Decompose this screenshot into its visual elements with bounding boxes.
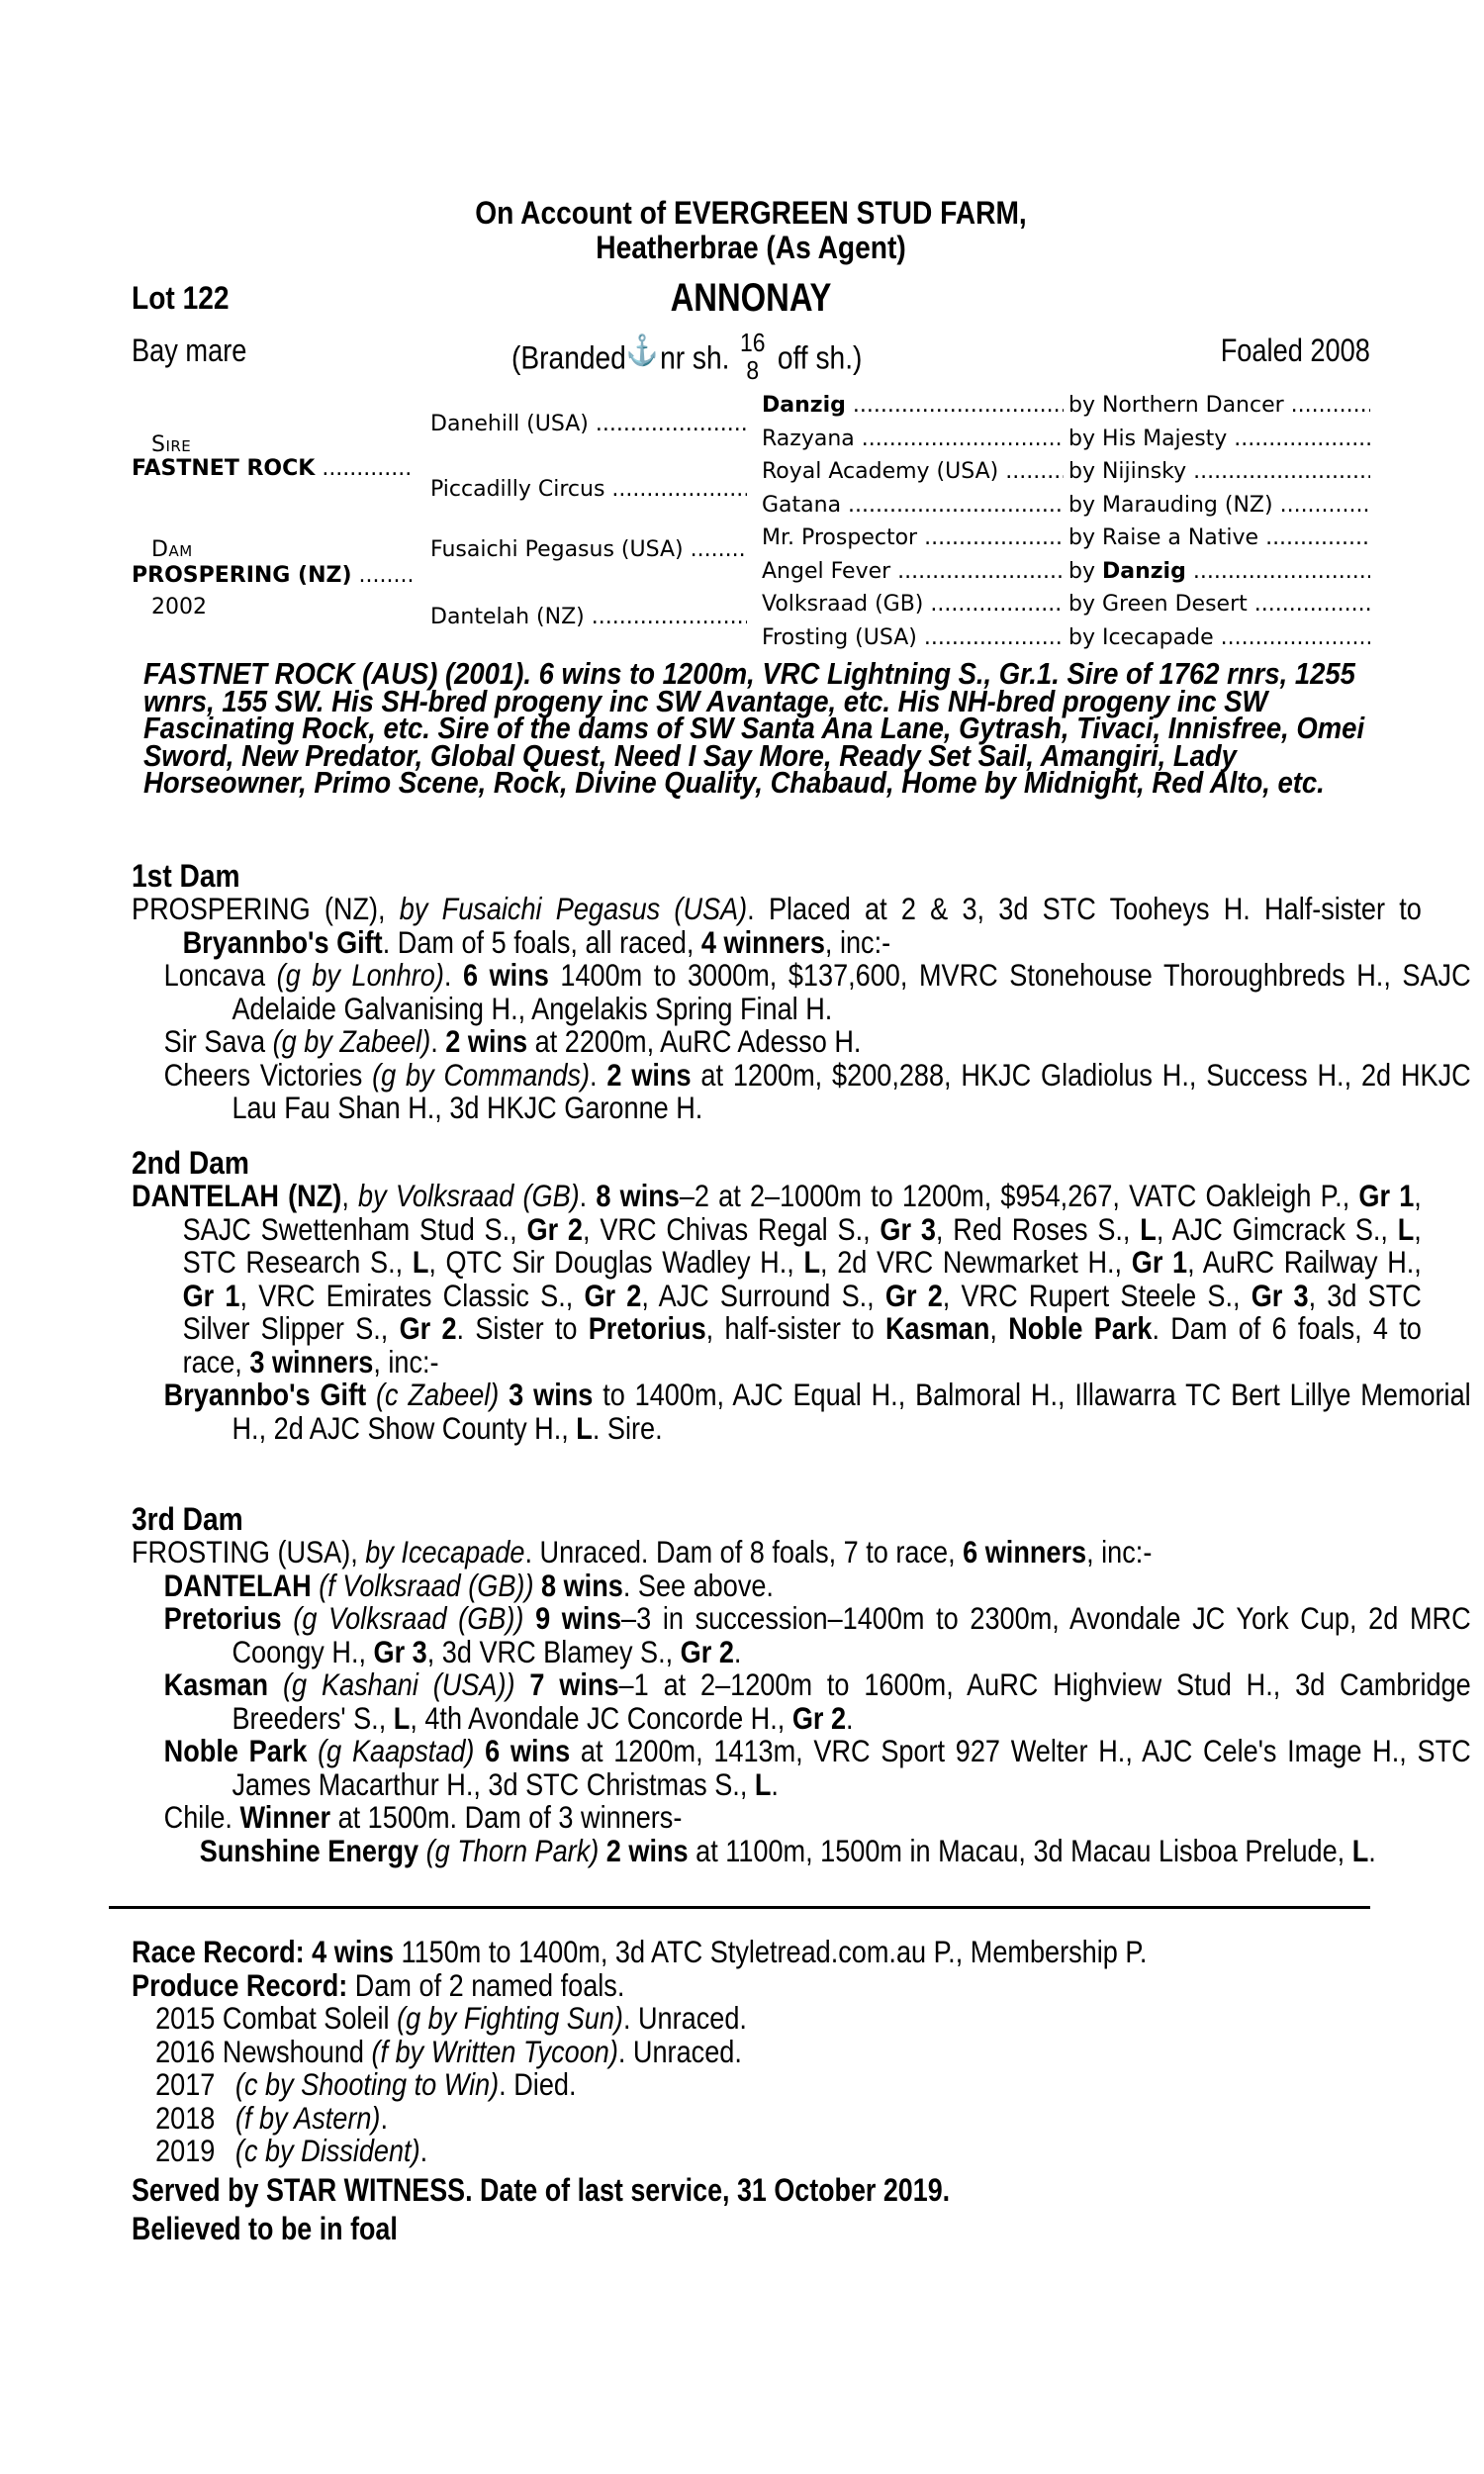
- bold-segment: L: [754, 1765, 772, 1802]
- foaled-year: Foaled 2008: [1220, 333, 1370, 368]
- foal-note: . Unraced.: [622, 2000, 747, 2036]
- pedigree-great-grandparent-sire: by Raise a Native .....: [1068, 525, 1370, 550]
- text-segment: –2 at 2–1000m to 1200m, $954,267, VATC Oakleigh P.,: [679, 1178, 1359, 1213]
- sire-summary: FASTNET ROCK (AUS) (2001). 6 wins to 1200m, VRC Lightning S., Gr.1. Sire of 1762 rnrs, 1255 wnrs, 155 SW. His SH-bred progeny inc SW Avantage, etc. His NH-bred progeny inc SW Fascinating Rock, etc. Sire of the dams of SW Santa Ana Lane, Gytrash, Tivaci, Innisfree, Omei Sword, New Predator, Global Quest, Need I Say More, Ready Set Sail, Amangiri, Lady Horseowner, Primo Scene, Rock, Divine Quality, Chabaud, Home by Midnight, Red Alto, etc.: [143, 657, 1365, 800]
- pedigree-great-grandparent-sire: by Northern Dancer .....: [1068, 393, 1370, 418]
- foal-detail: (f by Astern): [234, 2099, 381, 2136]
- section-divider: [109, 1906, 1370, 1909]
- text-segment: , VRC Chivas Regal S.,: [582, 1210, 881, 1247]
- progeny-wins: 2 wins: [606, 1056, 692, 1093]
- bold-segment: Gr 3: [880, 1210, 936, 1247]
- foal-year: 2017: [155, 2066, 216, 2102]
- brand-prefix: (Branded: [511, 339, 626, 376]
- progeny-listed: L: [576, 1409, 593, 1446]
- bold-segment: Gr 2: [680, 1633, 734, 1669]
- text-segment: , QTC Sir Douglas Wadley H.,: [428, 1244, 804, 1280]
- foal-entry: [132, 2135, 1394, 2168]
- dam-label: Dam: [151, 537, 193, 562]
- bold-segment: Gr 2: [584, 1277, 642, 1313]
- brand-fraction-top: 16: [740, 328, 766, 357]
- foal-year: 2018: [155, 2099, 216, 2136]
- text-segment: , Red Roses S.,: [935, 1210, 1141, 1247]
- progeny-detail: (c Zabeel): [376, 1377, 500, 1412]
- foal-detail: (c by Dissident): [234, 2133, 420, 2168]
- progeny-name: Loncava: [163, 957, 266, 993]
- progeny-wins: 7 wins: [529, 1666, 619, 1702]
- progeny-name: Cheers Victories: [163, 1056, 363, 1093]
- third-dam-heading: 3rd Dam: [132, 1501, 243, 1537]
- pedigree-great-grandparent: Angel Fever .....: [762, 559, 1064, 584]
- anchor-icon: ⚓: [625, 334, 659, 368]
- pedigree-great-grandparent: Danzig .....: [762, 393, 1064, 418]
- foal-year: 2019: [155, 2133, 216, 2168]
- progeny-detail: (g Kaapstad): [318, 1733, 475, 1768]
- pedigree-table: [132, 391, 1370, 658]
- horse-name: ANNONAY: [670, 276, 832, 320]
- bold-segment: Gr 1: [182, 1277, 240, 1313]
- progeny-name: Pretorius: [163, 1600, 282, 1636]
- sire-name: FASTNET ROCK .....: [132, 456, 414, 481]
- third-dam-section: [132, 1501, 1471, 1868]
- brand-fraction-bottom: 8: [746, 355, 760, 385]
- progeny-name: Noble Park: [163, 1733, 308, 1768]
- text-segment: , 4th Avondale JC Concorde H.,: [410, 1699, 792, 1736]
- progeny-detail: (g Volksraad (GB)): [293, 1600, 524, 1636]
- bold-segment: L: [1397, 1210, 1415, 1247]
- chile-note: Chile. Winner at 1500m. Dam of 3 winners-: [163, 1799, 683, 1835]
- bold-segment: Pretorius: [588, 1310, 706, 1346]
- progeny-detail: (g by Lonhro): [276, 957, 444, 993]
- bold-segment: Gr 2: [791, 1699, 847, 1736]
- foal-note: .: [380, 2099, 388, 2136]
- text-segment: , inc:-: [373, 1343, 439, 1380]
- foal-note: .: [419, 2133, 428, 2168]
- foal-year: 2016: [155, 2033, 216, 2069]
- progeny-text: to 1400m, AJC Equal H., Balmoral H., Illawarra TC Bert Lillye Memorial H., 2d AJC Show County H.,: [232, 1377, 1471, 1446]
- pedigree-great-grandparent: Razyana .....: [762, 427, 1064, 451]
- text-segment: , SAJC Swettenham Stud S.,: [182, 1178, 1422, 1247]
- foal-detail: (g by Fighting Sun): [397, 2000, 623, 2036]
- first-dam-heading: 1st Dam: [132, 858, 240, 894]
- pedigree-great-grandparent-sire: by His Majesty .....: [1068, 427, 1370, 451]
- text-segment: , 3d VRC Blamey S.,: [426, 1633, 681, 1669]
- second-dam-section: [132, 1145, 1471, 1446]
- progeny-entry: Loncava (g by Lonhro). 6 wins 1400m to 3000m, $137,600, MVRC Stonehouse Thoroughbreds H., SAJC Adelaide Galvanising H., Angelakis Spring Final H.: [163, 957, 1471, 1026]
- text-segment: . Dam of 6 foals, 4 to race,: [182, 1310, 1422, 1380]
- bold-segment: Gr 1: [1358, 1178, 1415, 1213]
- pedigree-great-grandparent: Royal Academy (USA) .....: [762, 459, 1064, 484]
- produce-record: Produce Record: Dam of 2 named foals.: [132, 1966, 625, 2003]
- text-segment: –3 in succession–1400m to 2300m, Avondale JC York Cup, 2d MRC Coongy H.,: [232, 1600, 1471, 1669]
- pedigree-grandparent: Fusaichi Pegasus (USA) .....: [430, 537, 747, 562]
- progeny-wins: 6 wins: [485, 1733, 571, 1768]
- bold-segment: L: [803, 1244, 821, 1280]
- text-segment: . See above.: [622, 1567, 774, 1603]
- description-row: [132, 327, 1370, 386]
- pedigree-grandparent: Danehill (USA) .....: [430, 412, 747, 436]
- second-dam-paragraph: DANTELAH (NZ), by Volksraad (GB). 8 wins–2 at 2–1000m to 1200m, $954,267, VATC Oakleigh P., Gr 1, SAJC Swettenham Stud S., Gr 2, VRC Chivas Regal S., Gr 3, Red Roses S., L, AJC Gimcrack S., L, STC Research S., L, QTC Sir Douglas Wadley H., L, 2d VRC Newmarket H., Gr 1, AuRC Railway H., Gr 1, VRC Emirates Classic S., Gr 2, AJC Surround S., Gr 2, VRC Rupert Steele S., Gr 3, 3d STC Silver Slipper S., Gr 2. Sister to Pretorius, half-sister to Kasman, Noble Park. Dam of 6 foals, 4 to race, 3 winners, inc:-: [132, 1178, 1422, 1380]
- dam-year: 2002: [151, 595, 207, 619]
- pedigree-great-grandparent-sire: by Danzig .....: [1068, 559, 1370, 584]
- pedigree-great-grandparent-sire: by Nijinsky .....: [1068, 459, 1370, 484]
- text-segment: . Sister to: [456, 1310, 589, 1346]
- first-dam-section: [132, 858, 1471, 1125]
- progeny-entry: Sir Sava (g by Zabeel). 2 wins at 2200m, AuRC Adesso H.: [163, 1023, 862, 1059]
- bold-segment: Gr 3: [1251, 1277, 1309, 1313]
- brand-off: off sh.): [777, 339, 863, 376]
- pedigree-great-grandparent-sire: by Marauding (NZ) .....: [1068, 493, 1370, 518]
- progeny-wins: 6 wins: [462, 957, 549, 993]
- bold-segment: L: [412, 1244, 429, 1280]
- race-record: Race Record: 4 wins 1150m to 1400m, 3d ATC Styletread.com.au P., Membership P.: [132, 1934, 1148, 1969]
- bold-segment: Gr 2: [884, 1277, 943, 1313]
- progeny-name: Sir Sava: [163, 1023, 266, 1059]
- progeny-entry: [132, 1567, 1471, 1603]
- progeny-entry: Cheers Victories (g by Commands). 2 wins at 1200m, $200,288, HKJC Gladiolus H., Success H., 2d HKJC Lau Fau Shan H., 3d HKJC Garonne H.: [163, 1056, 1471, 1125]
- text-segment: , 2d VRC Newmarket H.,: [820, 1244, 1132, 1280]
- foal-entry: [132, 2099, 1394, 2136]
- foal-name: Newshound: [222, 2033, 364, 2069]
- text-segment: ,: [989, 1310, 1009, 1346]
- text-segment: –1 at 2–1200m to 1600m, AuRC Highview Stud H., 3d Cambridge Breeders' S.,: [232, 1666, 1471, 1736]
- pedigree-great-grandparent: Frosting (USA) .....: [762, 625, 1064, 650]
- text-segment: .: [846, 1699, 854, 1736]
- progeny-name: Kasman: [163, 1666, 269, 1702]
- vendor-line-1: On Account of EVERGREEN STUD FARM,: [475, 195, 1027, 231]
- progeny-text: at 1200m, $200,288, HKJC Gladiolus H., Success H., 2d HKJC Lau Fau Shan H., 3d HKJC Garonne H.: [232, 1056, 1471, 1125]
- text-segment: , 3d STC Silver Slipper S.,: [182, 1277, 1422, 1346]
- dam-name: PROSPERING (NZ) .....: [132, 563, 414, 588]
- text-segment: , half-sister to: [705, 1310, 885, 1346]
- pedigree-great-grandparent: Gatana .....: [762, 493, 1064, 518]
- sire-label: Sire: [151, 432, 192, 457]
- progeny-name: Bryannbo's Gift: [163, 1377, 367, 1412]
- progeny-entry: [132, 1735, 1471, 1801]
- progeny-text: at 2200m, AuRC Adesso H.: [527, 1023, 862, 1059]
- text-segment: .: [733, 1633, 742, 1669]
- bold-segment: Noble Park: [1008, 1310, 1153, 1346]
- progeny-wins: 3 wins: [509, 1377, 594, 1412]
- progeny-detail: (g by Commands): [372, 1056, 591, 1093]
- foal-detail: (c by Shooting to Win): [234, 2066, 500, 2102]
- bold-segment: Gr 2: [526, 1210, 583, 1247]
- third-dam-paragraph: FROSTING (USA), by Icecapade. Unraced. Dam of 8 foals, 7 to race, 6 winners, inc:-: [132, 1534, 1153, 1570]
- bold-segment: Kasman: [884, 1310, 990, 1346]
- progeny-wins: 2 wins: [445, 1023, 528, 1059]
- pedigree-great-grandparent-sire: by Icecapade .....: [1068, 625, 1370, 650]
- pedigree-great-grandparent: Mr. Prospector .....: [762, 525, 1064, 550]
- pedigree-great-grandparent-sire: by Green Desert .....: [1068, 592, 1370, 617]
- text-segment: .: [771, 1765, 779, 1802]
- brand-fraction: [740, 329, 765, 384]
- bold-segment: L: [1140, 1210, 1157, 1247]
- text-segment: , AJC Surround S.,: [641, 1277, 885, 1313]
- foal-entry: [132, 2033, 1394, 2069]
- pedigree-grandparent: Piccadilly Circus .....: [430, 477, 747, 502]
- service-note: Served by STAR WITNESS. Date of last service, 31 October 2019.: [132, 2171, 951, 2208]
- text-segment: , VRC Emirates Classic S.,: [239, 1277, 585, 1313]
- progeny-detail: (g Kashani (USA)): [282, 1666, 515, 1702]
- bold-segment: 3 winners: [249, 1343, 374, 1380]
- bold-segment: Gr 1: [1131, 1244, 1188, 1280]
- bold-segment: L: [393, 1699, 411, 1736]
- text-segment: , STC Research S.,: [182, 1210, 1422, 1280]
- sex-colour: Bay mare: [132, 333, 247, 368]
- text-segment: , AJC Gimcrack S.,: [1156, 1210, 1398, 1247]
- progeny-name: DANTELAH: [163, 1567, 312, 1603]
- progeny-text: 1400m to 3000m, $137,600, MVRC Stonehouse Thoroughbreds H., SAJC Adelaide Galvanising H., Angelakis Spring Final H.: [232, 957, 1471, 1026]
- progeny-detail: (f Volksraad (GB)): [319, 1567, 534, 1603]
- progeny-entry: [132, 1379, 1471, 1445]
- progeny-detail: (g by Zabeel): [272, 1023, 431, 1059]
- progeny-wins: 9 wins: [535, 1600, 622, 1636]
- progeny-tail: . Sire.: [592, 1409, 663, 1446]
- progeny-wins: 8 wins: [541, 1567, 623, 1603]
- pedigree-grandparent: Dantelah (NZ) .....: [430, 605, 747, 629]
- foal-entry: [132, 2068, 1394, 2102]
- foal-note: . Died.: [499, 2066, 577, 2102]
- progeny-entry: Sunshine Energy (g Thorn Park) 2 wins at 1100m, 1500m in Macau, 3d Macau Lisboa Prelude, L.: [199, 1832, 1376, 1868]
- foal-detail: (f by Written Tycoon): [371, 2033, 618, 2069]
- brand-description: [511, 328, 863, 388]
- bold-segment: Gr 2: [399, 1310, 457, 1346]
- progeny-entry: [132, 1668, 1471, 1735]
- first-dam-paragraph: PROSPERING (NZ), by Fusaichi Pegasus (USA). Placed at 2 & 3, 3d STC Tooheys H. Half-sister to Bryannbo's Gift. Dam of 5 foals, all raced, 4 winners, inc:-: [132, 891, 1422, 960]
- second-dam-heading: 2nd Dam: [132, 1145, 249, 1181]
- foal-name: Combat Soleil: [222, 2000, 390, 2036]
- progeny-entry: [132, 1602, 1471, 1668]
- text-segment: at 1200m, 1413m, VRC Sport 927 Welter H., AJC Cele's Image H., STC James Macarthur H., 3d STC Christmas S.,: [232, 1733, 1471, 1802]
- text-segment: , VRC Rupert Steele S.,: [942, 1277, 1252, 1313]
- text-segment: , AuRC Railway H.,: [1187, 1244, 1422, 1280]
- foal-entry: [132, 2002, 1394, 2036]
- brand-near: nr sh.: [660, 339, 730, 376]
- pedigree-great-grandparent: Volksraad (GB) .....: [762, 592, 1064, 617]
- records-section: [132, 1936, 1370, 2246]
- vendor-line-2: Heatherbrae (As Agent): [596, 230, 906, 265]
- lot-number: Lot 122: [132, 280, 230, 316]
- bold-segment: Gr 3: [373, 1633, 427, 1669]
- foal-status: Believed to be in foal: [132, 2211, 398, 2246]
- foal-year: 2015: [155, 2000, 216, 2036]
- foal-note: . Unraced.: [617, 2033, 742, 2069]
- vendor-heading: [206, 196, 1296, 265]
